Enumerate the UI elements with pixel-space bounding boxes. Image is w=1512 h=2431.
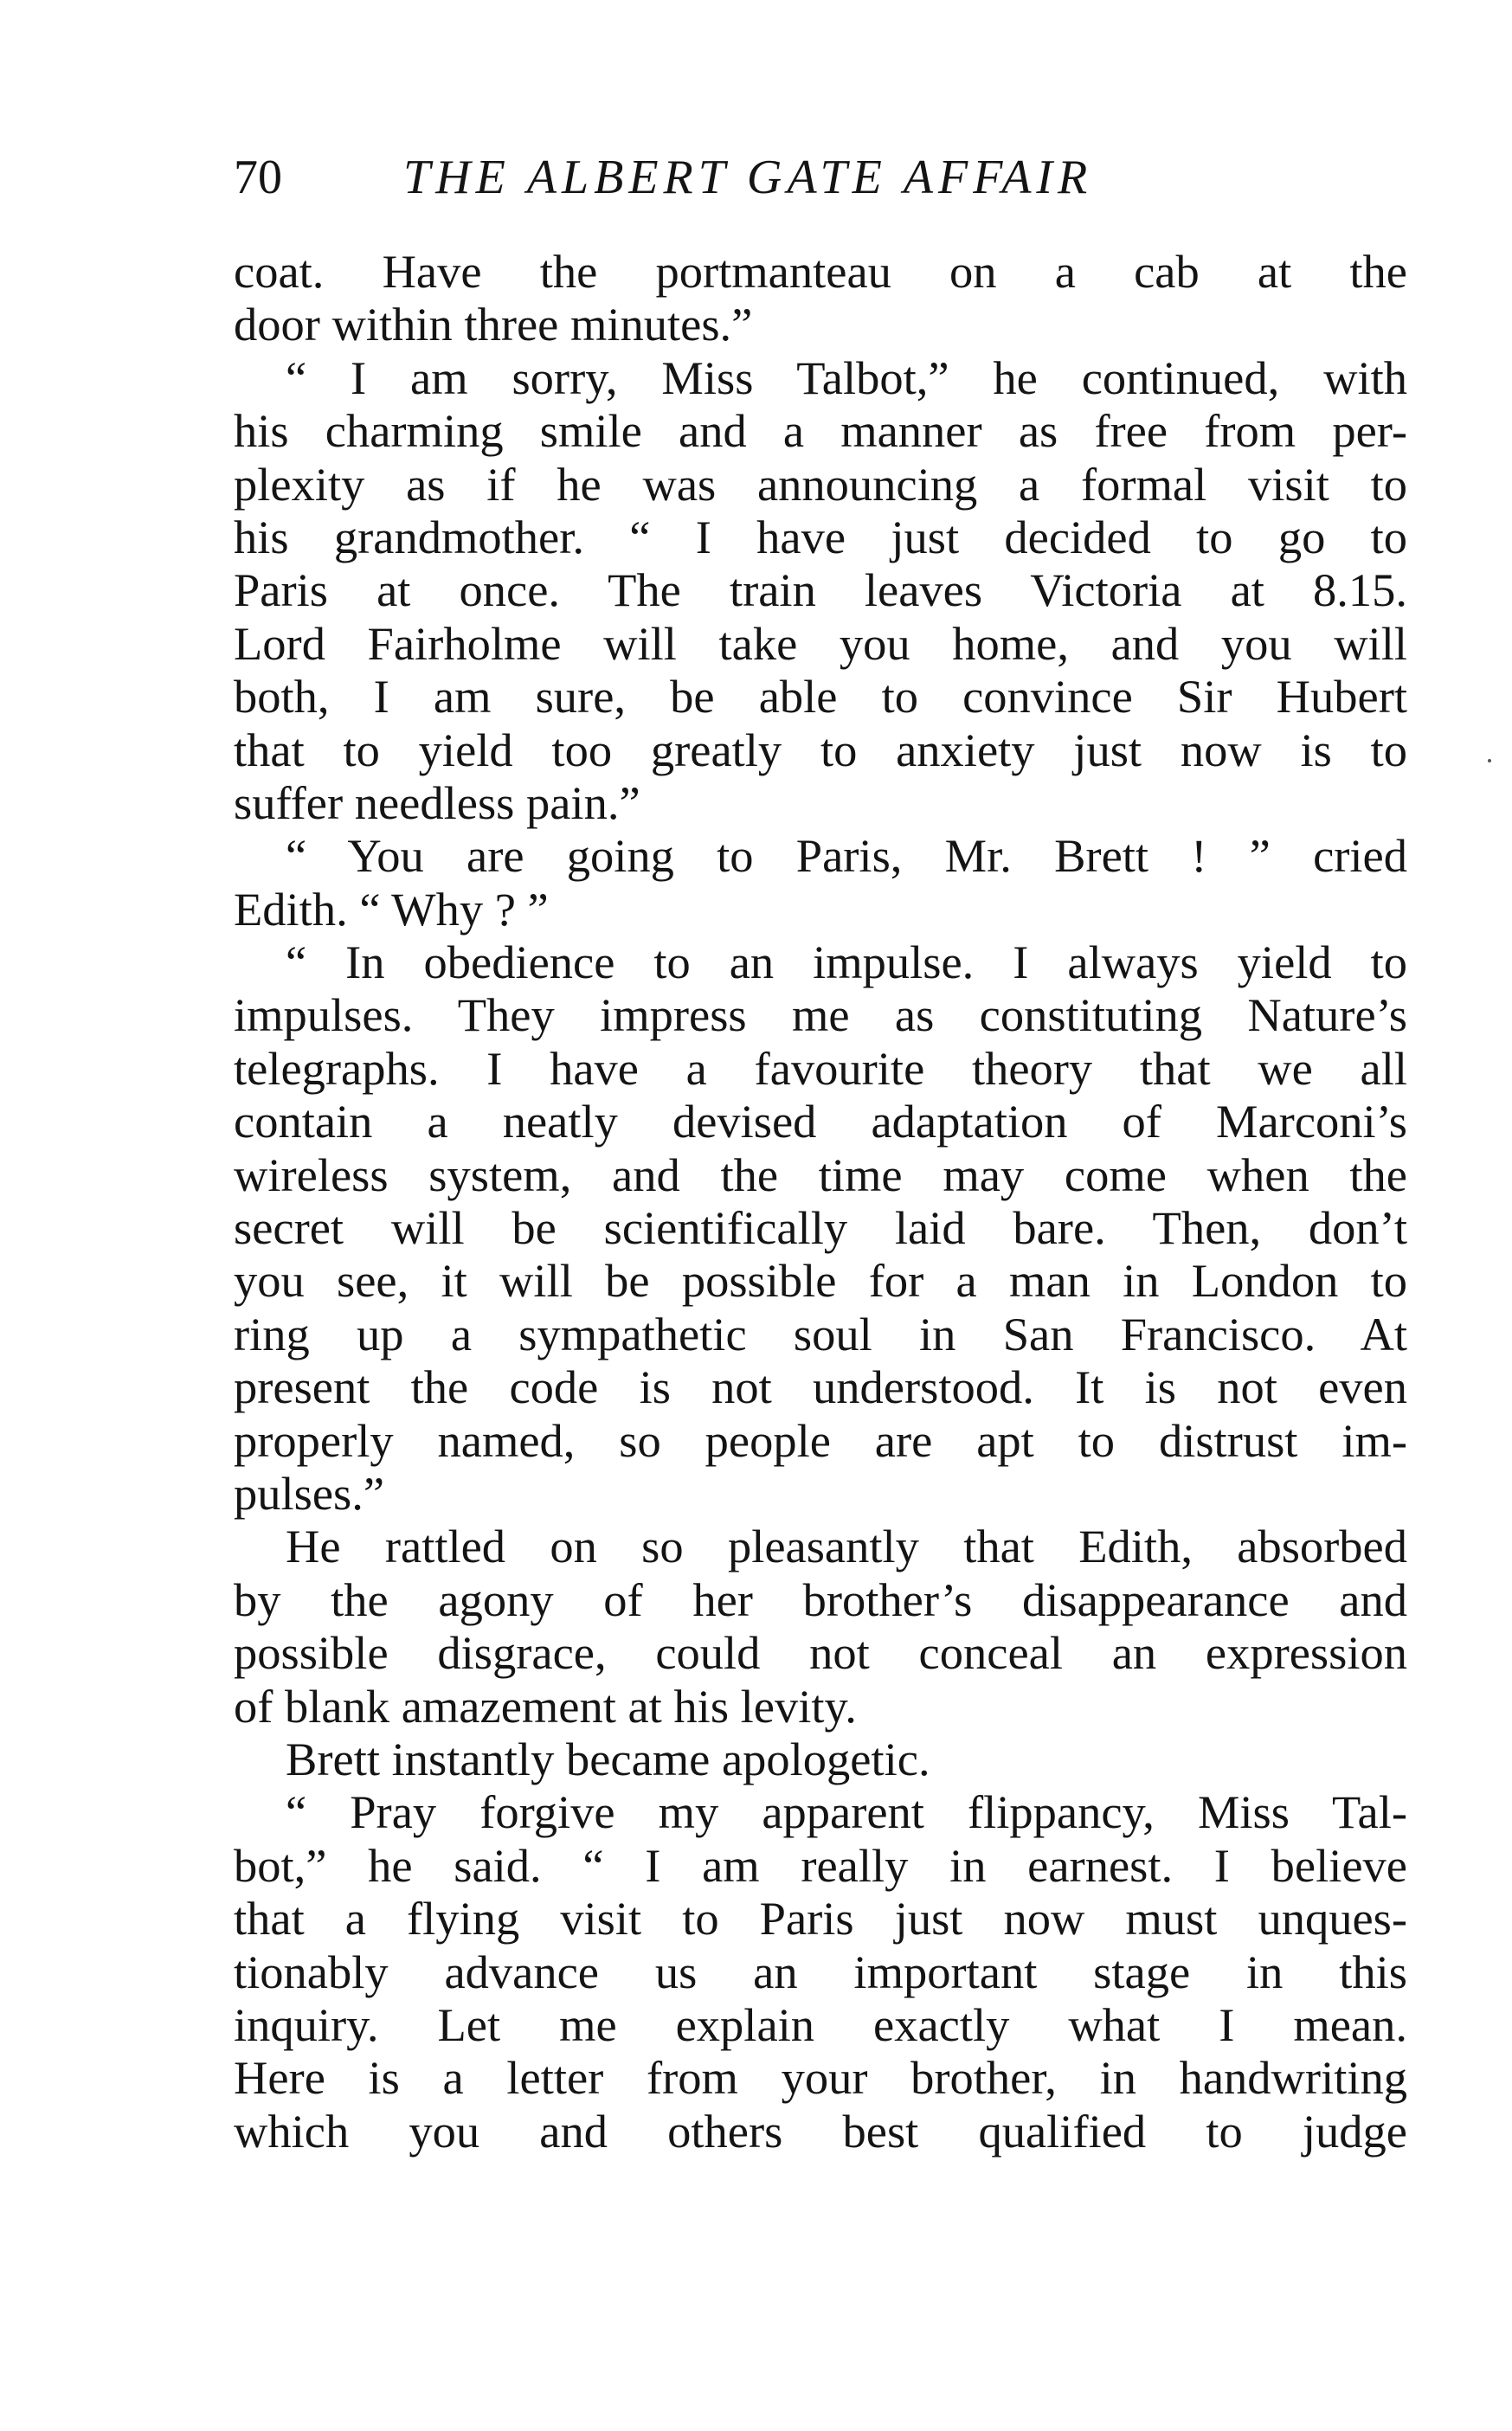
text-line: wireless system, and the time may come when the [234, 1148, 1407, 1201]
running-title: THE ALBERT GATE AFFAIR [403, 151, 1093, 204]
text-line: Here is a letter from your brother, in handwriting [234, 2051, 1407, 2105]
print-speck [1488, 759, 1491, 762]
text-line: ring up a sympathetic soul in San Francisco. At [234, 1307, 1407, 1360]
text-line: you see, it will be possible for a man in London to [234, 1254, 1407, 1308]
text-line: Edith. “ Why ? ” [234, 882, 549, 936]
text-line: possible disgrace, could not conceal an expression [234, 1626, 1407, 1680]
text-line: his charming smile and a manner as free from per- [234, 404, 1407, 458]
text-line: inquiry. Let me explain exactly what I mean. [234, 1997, 1407, 2051]
text-line: “ In obedience to an impulse. I always yield to [286, 936, 1407, 989]
text-line: “ Pray forgive my apparent flippancy, Miss Tal- [286, 1785, 1407, 1839]
text-line: pulses.” [234, 1466, 385, 1520]
text-line: secret will be scientifically laid bare. Then, don’t [234, 1201, 1407, 1255]
text-line: by the agony of her brother’s disappearance and [234, 1572, 1407, 1626]
text-line: both, I am sure, be able to convince Sir Hubert [234, 670, 1407, 724]
text-line: plexity as if he was announcing a formal visit to [234, 457, 1407, 511]
text-line: that a flying visit to Paris just now must unques- [234, 1892, 1407, 1945]
text-line: Lord Fairholme will take you home, and you will [234, 616, 1407, 670]
text-line: bot,” he said. “ I am really in earnest. I believe [234, 1838, 1407, 1892]
text-line: of blank amazement at his levity. [234, 1679, 857, 1733]
text-line: “ I am sorry, Miss Talbot,” he continued, with [286, 351, 1407, 404]
running-head [234, 138, 1402, 216]
text-line: “ You are going to Paris, Mr. Brett ! ” cried [286, 829, 1407, 883]
text-line: properly named, so people are apt to distrust im- [234, 1413, 1407, 1467]
text-line: telegraphs. I have a favourite theory that we all [234, 1041, 1407, 1095]
text-line: present the code is not understood. It is not even [234, 1360, 1407, 1414]
text-line: contain a neatly devised adaptation of Marconi’s [234, 1095, 1407, 1148]
text-line: coat. Have the portmanteau on a cab at the [234, 245, 1407, 298]
text-line: that to yield too greatly to anxiety just now is to [234, 723, 1407, 776]
body-text [234, 245, 1407, 2158]
text-line: which you and others best qualified to judge [234, 2104, 1407, 2158]
page-number: 70 [234, 151, 282, 204]
text-line: Paris at once. The train leaves Victoria at 8.15. [234, 563, 1407, 617]
text-line: tionably advance us an important stage in this [234, 1945, 1407, 1998]
text-line: He rattled on so pleasantly that Edith, absorbed [286, 1520, 1407, 1573]
text-line: his grandmother. “ I have just decided to go to [234, 510, 1407, 563]
text-line: suffer needless pain.” [234, 775, 640, 829]
text-line: impulses. They impress me as constituting Nature’s [234, 988, 1407, 1042]
text-line: door within three minutes.” [234, 298, 753, 351]
text-line: Brett instantly became apologetic. [286, 1732, 930, 1785]
